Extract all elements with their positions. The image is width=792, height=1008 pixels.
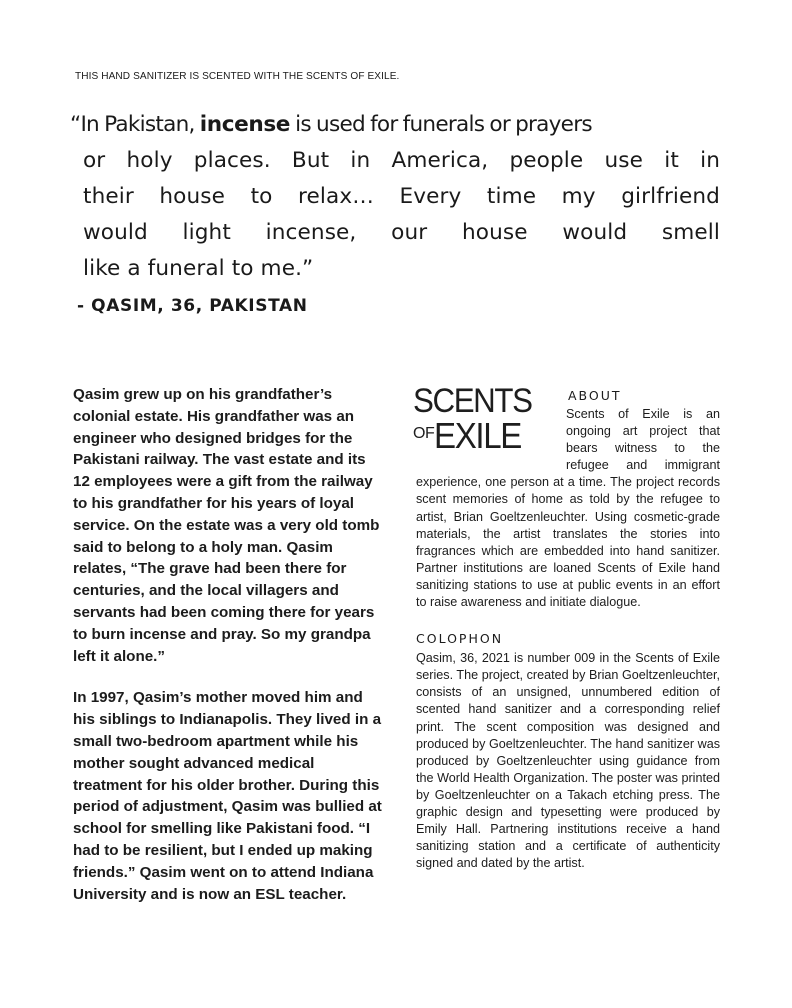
colophon-heading: COLOPHON (416, 631, 504, 647)
about-heading: ABOUT (568, 388, 622, 403)
quote-line-5: like a funeral to me.” (83, 256, 314, 281)
colophon-section (416, 631, 720, 872)
quote-emphasis: incense (199, 112, 291, 137)
quote-line-2: or holy places. But in America, people use it in (83, 148, 720, 173)
logo-line-scents: SCENTS (413, 382, 532, 420)
quote-line-4: would light incense, our house would smell (83, 220, 720, 245)
quote-text: is used for funerals or prayers (290, 112, 592, 137)
story-paragraph: In 1997, Qasim’s mother moved him and his siblings to Indianapolis. They lived in a small two-bedroom apartment while his mother sought advanced medical treatment for his older brother. During this period of adjustment, Qasim was bullied at school for smelling like Pakistani food. “I had to be resilient, but I ended up making friends.” Qasim went on to attend Indiana University and is now an ESL teacher. (73, 689, 382, 903)
quote-text: In Pakistan, (80, 112, 200, 137)
logo-spacer (416, 388, 566, 462)
about-text: Scents of Exile is an ongoing art project that bears witness to the refugee and immigrant experience, one person at a time. The project records scent memories of home as told by the refugee to artist, Brian Goeltzenleuchter. Using cosmetic-grade materials, the artist translates the stories into fragrances which are embedded into hand sanitizer. Partner institutions are loaned Scents of Exile hand sanitizing stations to use at public events in an effort to raise awareness and initiate dialogue. (416, 407, 720, 610)
story-paragraph: Qasim grew up on his grandfather’s colonial estate. His grandfather was an engineer who designed bridges for the Pakistani railway. The vast estate and its 12 employees were a gift from the railway to his grandfather for his years of loyal service. On the estate was a very old tomb said to belong to a holy man. Qasim relates, “The grave had been there for centuries, and the local villagers and servants had been coming there for years to burn incense and pray. So my grandpa left it alone.” (73, 386, 380, 665)
info-column (416, 388, 720, 872)
logo-of: OF (413, 425, 435, 442)
pull-quote (70, 107, 720, 287)
story-column (73, 384, 385, 925)
quote-line-3: their house to relax… Every time my girlfriend (83, 184, 720, 209)
quote-line-1 (70, 107, 720, 143)
colophon-text: Qasim, 36, 2021 is number 009 in the Scents of Exile series. The project, created by Brian Goeltzenleuchter, consists of an unsigned, unnumbered edition of scented hand sanitizer and a corresponding relief print. The scent composition was designed and produced by Goeltzenleuchter. The hand sanitizer was produced by Goeltzenleuchter using guidance from the World Health Organization. The poster was printed by Goeltzenleuchter on a Takach etching press. The graphic design and typesetting were produced by Emily Hall. Partnering institutions receive a hand sanitizing station and a certificate of authenticity signed and dated by the artist. (416, 651, 720, 871)
about-section (416, 388, 720, 611)
header-note: THIS HAND SANITIZER IS SCENTED WITH THE SCENTS OF EXILE. (75, 70, 400, 82)
quote-open-mark: “ (70, 112, 81, 137)
quote-attribution: - QASIM, 36, PAKISTAN (77, 296, 308, 316)
logo-line-exile: EXILE (434, 415, 522, 456)
